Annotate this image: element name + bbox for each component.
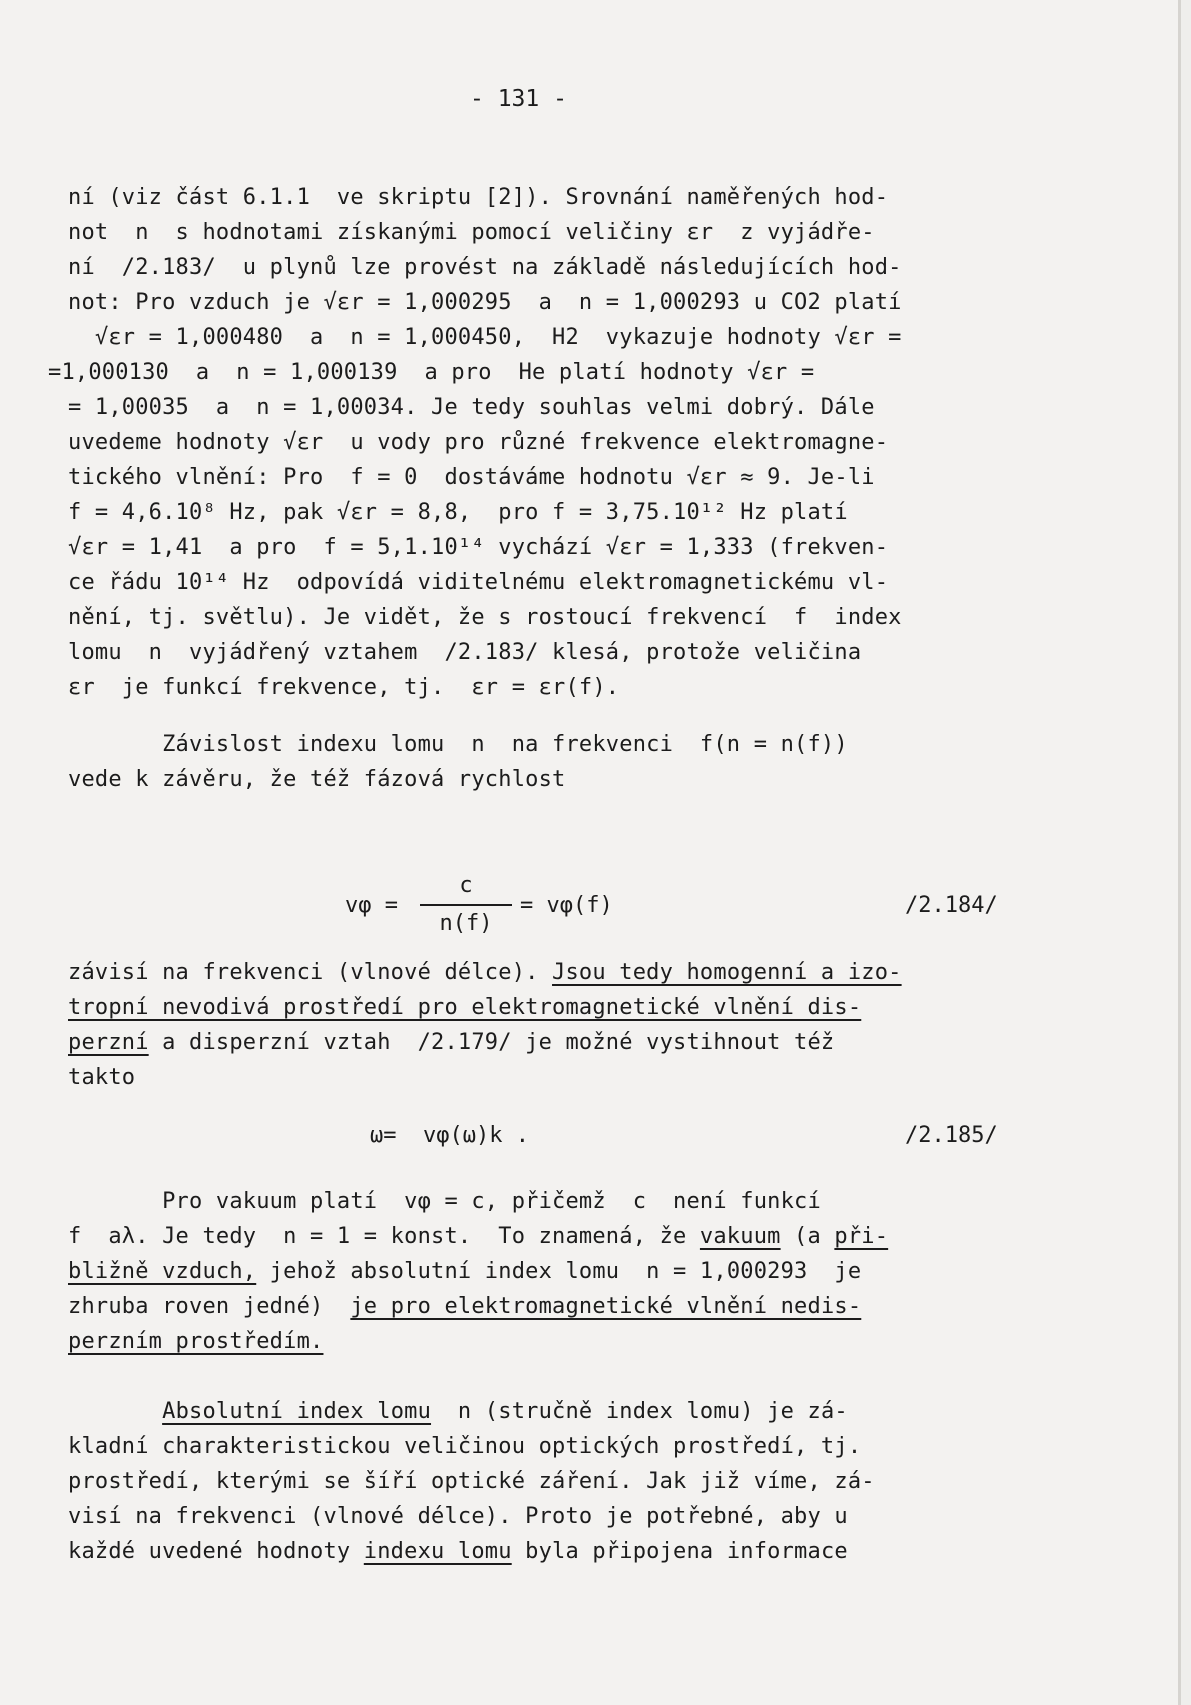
equation-number: /2.184/ <box>905 893 998 918</box>
text-line <box>68 1325 1038 1359</box>
text-line <box>68 1220 1038 1254</box>
text-span: jehož absolutní index lomu n = 1,000293 je <box>256 1259 862 1284</box>
eq-lhs: vφ = <box>345 893 398 918</box>
page-number: - 131 - <box>470 86 567 112</box>
text-line: Závislost indexu lomu n na frekvenci f(n = n(f)) <box>68 732 848 757</box>
underlined-text: při- <box>834 1224 889 1249</box>
fraction-numerator: c <box>459 873 473 898</box>
text-line <box>68 1395 1038 1429</box>
text-line: Pro vakuum platí vφ = c, přičemž c není funkcí <box>68 1189 821 1214</box>
fraction-denominator: n(f) <box>439 911 493 936</box>
eq-rhs: = vφ(f) <box>520 893 613 918</box>
underlined-text: perzní <box>68 1030 149 1055</box>
fraction-bar <box>420 904 512 906</box>
text-line: = 1,00035 a n = 1,00034. Je tedy souhlas velmi dobrý. Dále <box>68 395 875 420</box>
text-line: ní (viz část 6.1.1 ve skriptu [2]). Srovnání naměřených hod- <box>68 185 889 210</box>
text-span: byla připojena informace <box>511 1539 848 1564</box>
text-line: ní /2.183/ u plynů lze provést na základě následujících hod- <box>68 255 902 280</box>
eq-body: ω= vφ(ω)k . <box>370 1123 529 1148</box>
text-span: každé uvedené hodnoty <box>68 1539 364 1564</box>
text-line <box>68 1535 1038 1569</box>
text-line: uvedeme hodnoty √εr u vody pro různé frekvence elektromagne- <box>68 430 889 455</box>
text-line: tického vlnění: Pro f = 0 dostáváme hodnotu √εr ≈ 9. Je-li <box>68 465 875 490</box>
text-line: takto <box>68 1065 136 1090</box>
text-span: zhruba roven jedné) <box>68 1294 351 1319</box>
fraction <box>420 870 512 940</box>
text-span: a disperzní vztah /2.179/ je možné vystihnout též <box>148 1030 835 1055</box>
underlined-text: bližně vzduch, <box>68 1259 257 1284</box>
text-line: prostředí, kterými se šíří optické záření. Jak již víme, zá- <box>68 1469 875 1494</box>
text-line <box>68 991 1038 1025</box>
indent <box>68 1399 162 1424</box>
text-line: √εr = 1,41 a pro f = 5,1.10¹⁴ vychází √εr = 1,333 (frekven- <box>68 535 889 560</box>
text-line: kladní charakteristickou veličinou optických prostředí, tj. <box>68 1434 862 1459</box>
text-line: εr je funkcí frekvence, tj. εr = εr(f). <box>68 675 620 700</box>
text-line: =1,000130 a n = 1,000139 a pro He platí hodnoty √εr = <box>48 360 815 385</box>
text-line <box>68 956 1038 990</box>
text-line: visí na frekvenci (vlnové délce). Proto je potřebné, aby u <box>68 1504 848 1529</box>
text-line: not: Pro vzduch je √εr = 1,000295 a n = 1,000293 u CO2 platí <box>68 290 902 315</box>
text-span: (a <box>780 1224 835 1249</box>
text-line: ce řádu 10¹⁴ Hz odpovídá viditelnému elektromagnetickému vl- <box>68 570 889 595</box>
text-line <box>68 1026 1038 1060</box>
underlined-text: Jsou tedy homogenní a izo- <box>552 960 902 985</box>
text-line: not n s hodnotami získanými pomocí veličiny εr z vyjádře- <box>68 220 875 245</box>
text-line: √εr = 1,000480 a n = 1,000450, H2 vykazuje hodnoty √εr = <box>68 325 902 350</box>
underlined-text: tropní nevodivá prostředí pro elektromagnetické vlnění dis- <box>68 995 862 1020</box>
underlined-text: je pro elektromagnetické vlnění nedis- <box>350 1294 862 1319</box>
underlined-text: Absolutní index lomu <box>162 1399 432 1424</box>
text-line: vede k závěru, že též fázová rychlost <box>68 767 566 792</box>
text-span: n (stručně index lomu) je zá- <box>431 1399 848 1424</box>
underlined-text: perzním prostředím. <box>68 1329 324 1354</box>
equation-number: /2.185/ <box>905 1123 998 1148</box>
underlined-text: vakuum <box>699 1224 781 1249</box>
text-line <box>68 1255 1038 1289</box>
underlined-text: indexu lomu <box>363 1539 512 1564</box>
text-line: lomu n vyjádřený vztahem /2.183/ klesá, protože veličina <box>68 640 862 665</box>
text-line <box>68 1290 1038 1324</box>
text-line: nění, tj. světlu). Je vidět, že s rostoucí frekvencí f index <box>68 605 902 630</box>
text-span: f aλ. Je tedy n = 1 = konst. To znamená, že <box>68 1224 700 1249</box>
text-line: f = 4,6.10⁸ Hz, pak √εr = 8,8, pro f = 3,75.10¹² Hz platí <box>68 500 848 525</box>
text-span: závisí na frekvenci (vlnové délce). <box>68 960 553 985</box>
